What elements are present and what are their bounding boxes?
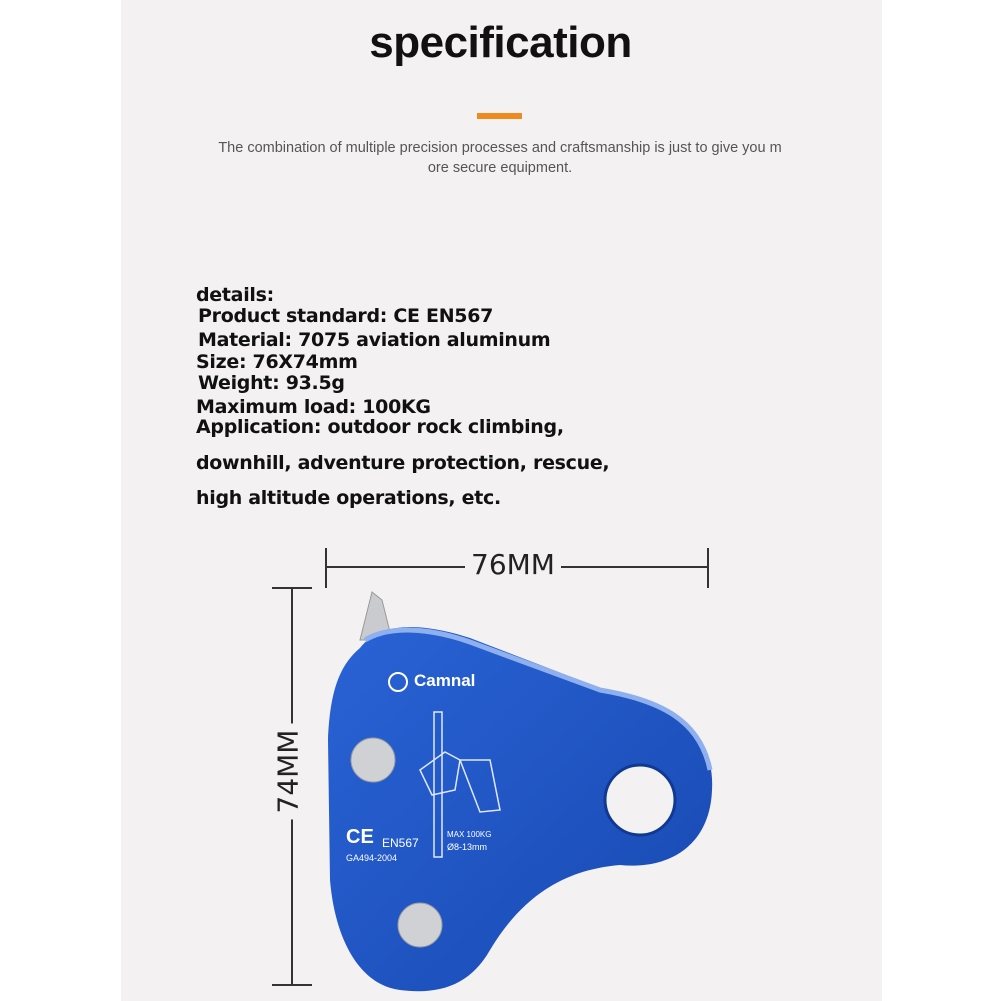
detail-application-2: downhill, adventure protection, rescue, (196, 452, 610, 474)
height-dimension-label: 74MM (271, 724, 304, 820)
rope-range-mark: Ø8-13mm (447, 842, 488, 852)
page-title: specification (369, 18, 632, 67)
brand-name: Camnal (414, 671, 476, 690)
max-load-mark: MAX 100KG (447, 830, 492, 839)
detail-standard: Product standard: CE EN567 (198, 305, 494, 327)
attachment-hole (605, 765, 675, 835)
detail-weight: Weight: 93.5g (198, 372, 345, 394)
detail-max-load: Maximum load: 100KG (196, 396, 431, 418)
rivet-bottom (398, 903, 442, 947)
details-heading: details: (196, 284, 274, 306)
detail-size: Size: 76X74mm (196, 351, 358, 373)
detail-application: Application: outdoor rock climbing, (196, 416, 564, 438)
subtitle-line-1: The combination of multiple precision processes and craftsmanship is just to give you m (218, 140, 782, 156)
detail-material: Material: 7075 aviation aluminum (198, 329, 551, 351)
detail-application-3: high altitude operations, etc. (196, 487, 501, 509)
rivet-top (351, 738, 395, 782)
standard-mark: EN567 (382, 836, 419, 850)
subtitle-line-2: ore secure equipment. (427, 160, 573, 176)
ce-mark: CE (346, 826, 374, 848)
code-mark: GA494-2004 (346, 853, 398, 863)
width-dimension-label: 76MM (465, 548, 561, 581)
